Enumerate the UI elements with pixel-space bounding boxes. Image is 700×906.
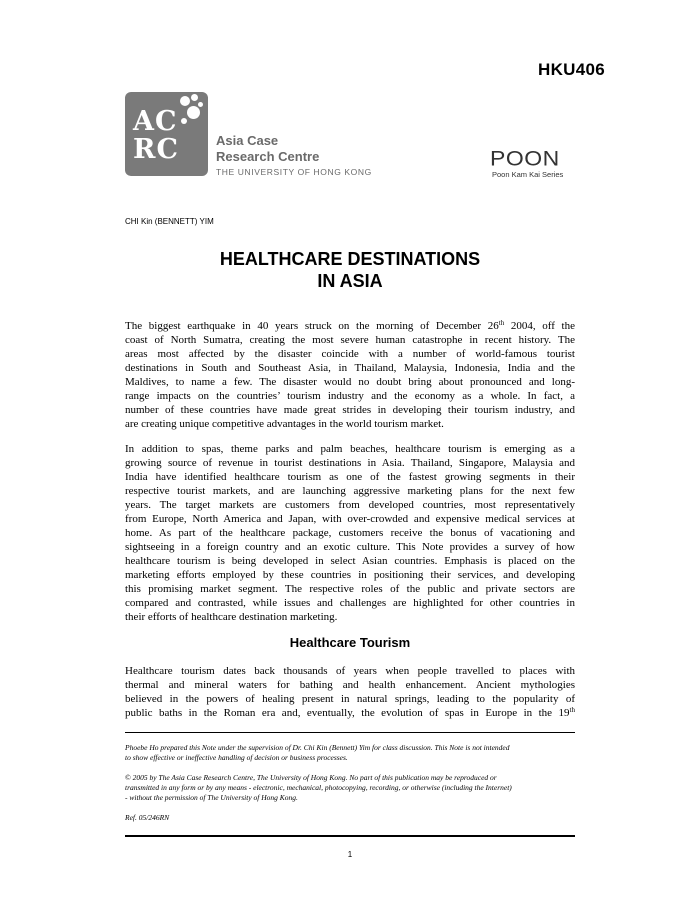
- footnote-line: Phoebe Ho prepared this Note under the supervision of Dr. Chi Kin (Bennett) Yim for class discussion. This Note is not intended: [125, 743, 510, 752]
- footnote-line: to show effective or ineffective handling of decision or business processes.: [125, 753, 348, 762]
- logo-bubble: [181, 118, 187, 124]
- paragraph-healthcare-overview: [125, 442, 575, 624]
- paragraph-line: Healthcare tourism dates back thousands of years when people travelled to places with: [125, 665, 575, 677]
- case-code: HKU406: [538, 60, 605, 79]
- footnote-line: - without the permission of The University of Hong Kong.: [125, 793, 298, 802]
- acrc-logo: [125, 92, 208, 176]
- paragraph-line: healthcare tourism is being developed in select Asian countries. Emphasis is placed on the: [125, 555, 575, 567]
- paragraph-line: believed in the powers of healing present in natural springs, leading to the popularity of: [125, 693, 575, 705]
- paragraph-line: Maldives, to name a few. The disaster would no doubt bring about pronounced and long-: [125, 376, 575, 388]
- logo-letters-line1: AC: [133, 106, 178, 137]
- paragraph-line: India have identified healthcare tourism as one of the fastest growing segments in their: [125, 471, 575, 483]
- title-line2: IN ASIA: [317, 271, 383, 291]
- footnote-line: transmitted in any form or by any means - electronic, mechanical, photocopying, recording, or otherwise (including the Internet): [125, 783, 512, 792]
- footnote-reference: Ref. 05/246RN: [125, 813, 170, 822]
- centre-name: [216, 133, 319, 165]
- paragraph-line: years. The target markets are customers from developed countries, most representatively: [125, 499, 575, 511]
- paragraph-line: The biggest earthquake in 40 years struck on the morning of December 26th 2004, off the: [125, 319, 575, 332]
- paragraph-line: compared and contrasted, while issues and challenges are highlighted for other countries in: [125, 597, 575, 609]
- logo-letters-line2: RC: [133, 134, 179, 165]
- paragraph-line: number of these countries have made great strides in developing their tourism industry, and: [125, 404, 575, 416]
- paragraph-line: from Europe, North America and Japan, with over-crowded and expensive medical services at: [125, 513, 575, 525]
- paragraph-line: sightseeing in a foreign country and an exotic culture. This Note provides a survey of how: [125, 541, 575, 553]
- footnote-line: © 2005 by The Asia Case Research Centre, The University of Hong Kong. No part of this publication may be reproduced or: [125, 773, 497, 782]
- footnote-authorship: [125, 743, 575, 763]
- paragraph-line: areas most affected by the disaster coincide with a number of world-famous tourist: [125, 348, 575, 360]
- centre-name-line1: Asia Case: [216, 133, 279, 148]
- paragraph-line: their efforts of healthcare destination marketing.: [125, 611, 338, 623]
- footnote-copyright: [125, 773, 575, 803]
- paragraph-line: marketing efforts employed by these countries in positioning their services, and developing: [125, 569, 575, 581]
- paragraph-healthcare-tourism: [125, 664, 575, 720]
- paragraph-line: range impacts on the countries’ tourism industry and the economy as a whole. In fact, a: [125, 390, 575, 402]
- university-name: THE UNIVERSITY OF HONG KONG: [216, 167, 372, 177]
- paragraph-line: thermal and mineral waters for bathing and health enhancement. Ancient mythologies: [125, 679, 575, 691]
- title-line1: HEALTHCARE DESTINATIONS: [219, 249, 481, 269]
- author-name: CHI Kin (BENNETT) YIM: [125, 217, 214, 226]
- centre-name-line2: Research Centre: [216, 149, 320, 164]
- poon-logo: POON: [490, 146, 560, 170]
- footnote-divider: [125, 732, 575, 733]
- logo-letters: [133, 108, 179, 164]
- paragraph-line: destinations in South and Southeast Asia, in Thailand, Malaysia, Indonesia, India and the: [125, 362, 575, 374]
- paragraph-line: coast of North Sumatra, creating the most severe human catastrophe in recent history. The: [125, 334, 575, 346]
- logo-bubble: [187, 106, 200, 119]
- page-bottom-rule: [125, 835, 575, 837]
- paragraph-line: In addition to spas, theme parks and palm beaches, healthcare tourism is emerging as a: [125, 443, 575, 455]
- paragraph-line: respective tourist markets, and are launching aggressive marketing plans for the next few: [125, 485, 575, 497]
- logo-bubble: [180, 96, 190, 106]
- logo-bubble: [191, 94, 198, 101]
- page-number: 1: [347, 850, 353, 859]
- paragraph-line: public baths in the Roman era and, eventually, the evolution of spas in Europe in the 19th: [125, 706, 575, 719]
- paragraph-line: home. As part of the healthcare package, customers receive the bonus of vacationing and: [125, 527, 575, 539]
- logo-bubble: [198, 102, 203, 107]
- paragraph-line: growing source of revenue in tourist destinations in Asia. Thailand, Singapore, Malaysia and: [125, 457, 575, 469]
- poon-series-label: Poon Kam Kai Series: [492, 170, 564, 179]
- section-heading: Healthcare Tourism: [289, 635, 411, 650]
- paragraph-line: are creating unique competitive advantages in the world tourism market.: [125, 418, 444, 430]
- paragraph-line: this promising market segment. The respective roles of the public and private sectors are: [125, 583, 575, 595]
- paragraph-intro: [125, 319, 575, 431]
